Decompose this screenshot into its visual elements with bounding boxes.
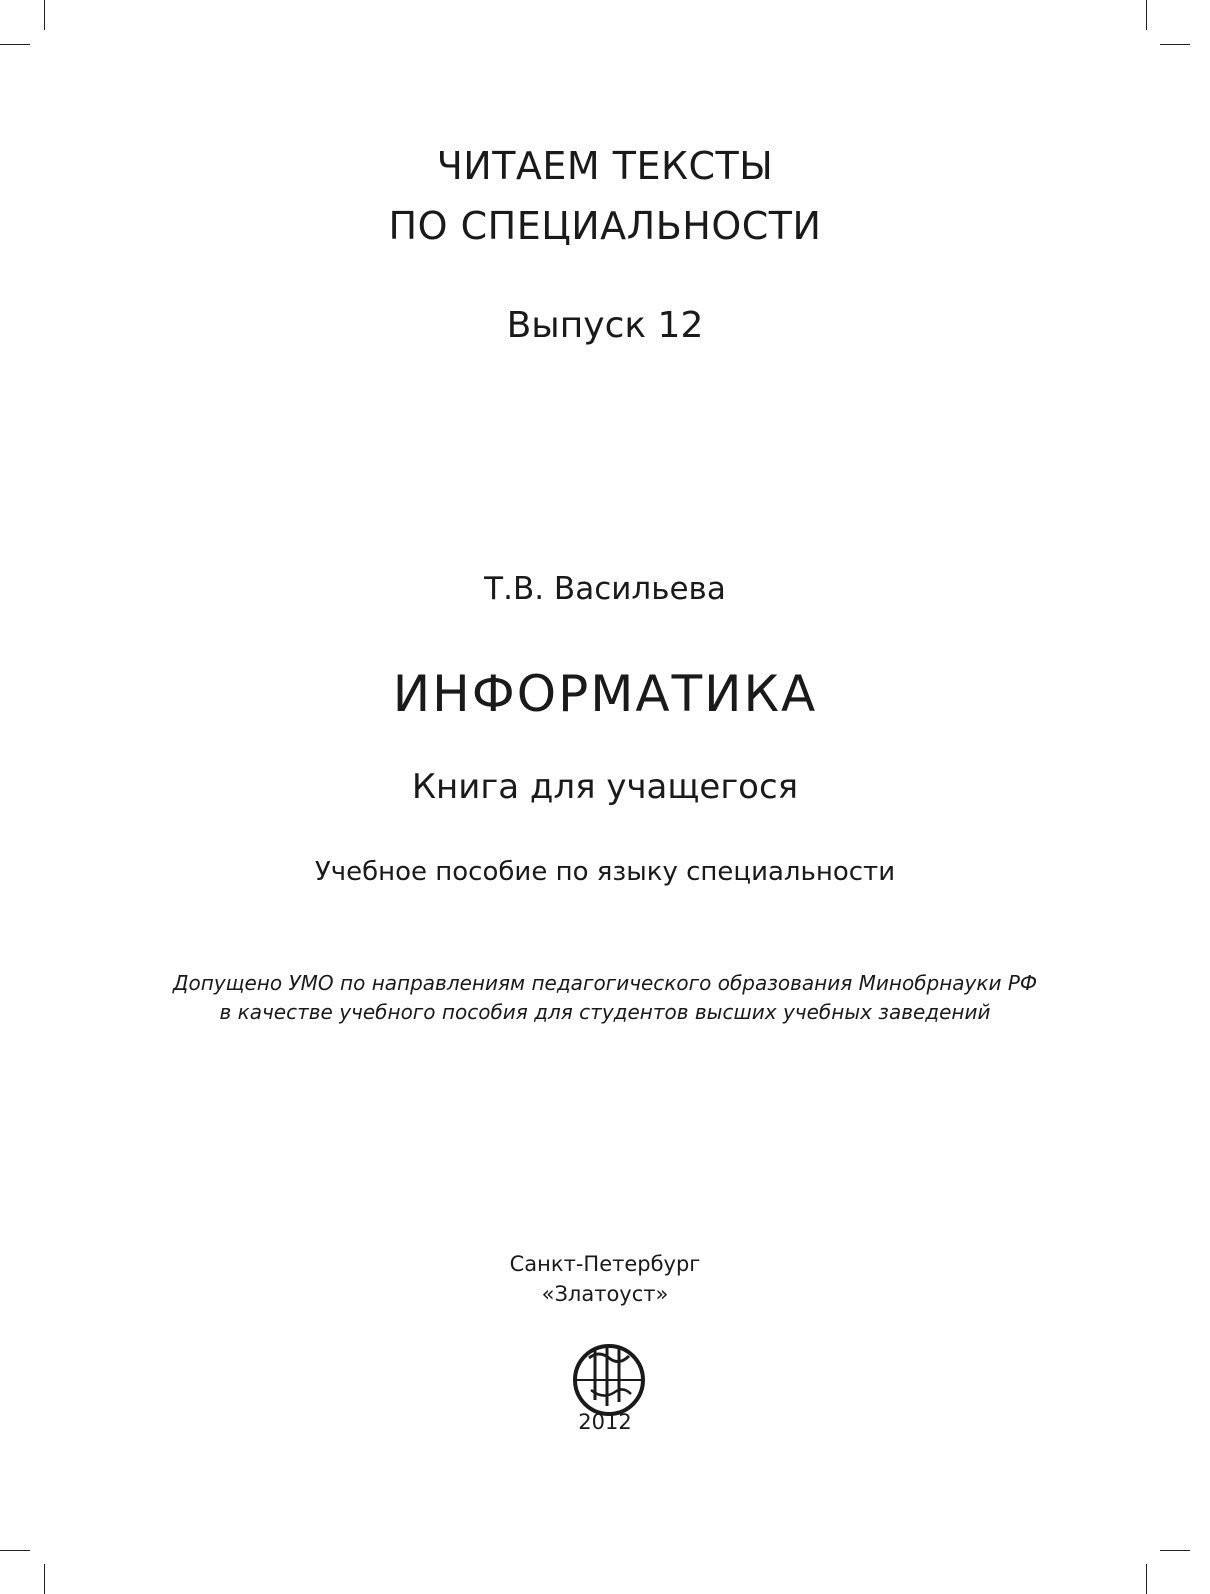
approval-line-1: Допущено УМО по направлениям педагогического образования Минобрнауки РФ (172, 971, 1038, 995)
crop-mark-top-left-vertical (44, 0, 45, 30)
crop-mark-bottom-left-vertical (44, 1564, 45, 1594)
book-description: Учебное пособие по языку специальности (314, 857, 896, 887)
book-subtitle: Книга для учащегося (411, 767, 799, 807)
series-title-line-1: ЧИТАЕМ ТЕКСТЫ (436, 144, 774, 188)
zlatoust-publisher-logo-icon (569, 1340, 649, 1420)
approval-line-2: в качестве учебного пособия для студентов высших учебных заведений (219, 1000, 991, 1024)
publisher-city: Санкт-Петербург (509, 1252, 701, 1276)
crop-mark-bottom-left-horizontal (0, 1550, 30, 1551)
crop-mark-top-right-horizontal (1160, 44, 1190, 45)
crop-mark-bottom-right-vertical (1146, 1564, 1147, 1594)
issue-number: Выпуск 12 (506, 305, 704, 346)
series-title-line-2: ПО СПЕЦИАЛЬНОСТИ (388, 204, 822, 248)
crop-mark-bottom-right-horizontal (1160, 1550, 1190, 1551)
author-name: Т.В. Васильева (484, 571, 726, 607)
crop-mark-top-left-horizontal (0, 44, 30, 45)
publication-year: 2012 (578, 1410, 632, 1434)
crop-mark-top-right-vertical (1146, 0, 1147, 30)
book-title: ИНФОРМАТИКА (392, 665, 818, 723)
publisher-name: «Златоуст» (541, 1282, 669, 1306)
